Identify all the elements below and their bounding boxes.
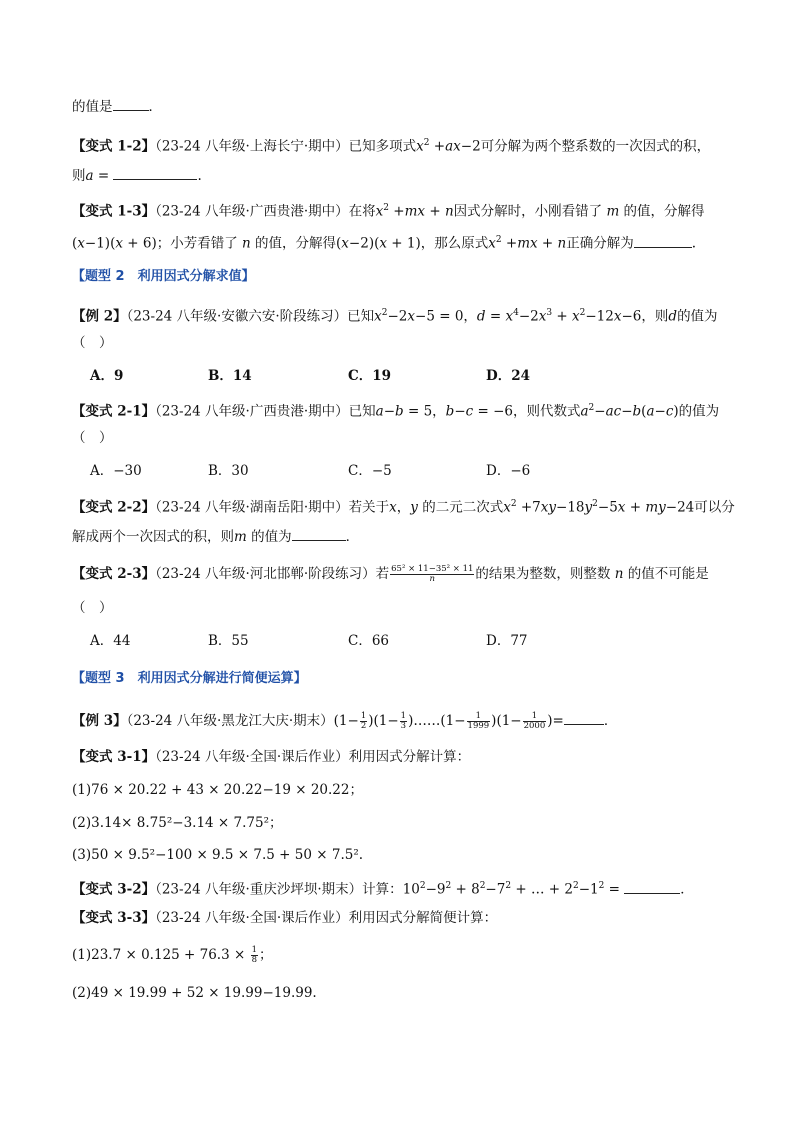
options-variant-2-1 [90, 461, 550, 481]
question-text: 因式分解时，小刚看错了 [453, 203, 603, 220]
variant-1-3-cont: (x−1)(x + 6)；小芳看错了 n 的值，分解得(x−2)(x + 1)，那么原式$x^2 +mx + n$正确分解为 . [72, 230, 754, 254]
line-value-is: 的值是 ． [72, 96, 754, 117]
question-tag: 【变式 2-1】 [72, 403, 156, 420]
text: 的值为 [677, 308, 718, 325]
text: 解成两个一次因式的积，则 [72, 529, 234, 545]
question-text: （23-24 八年级·黑龙江大庆·期末） [126, 713, 334, 729]
question-text: （23-24 八年级·湖南岳阳·期中）若关于 [155, 499, 390, 516]
answer-blank[interactable] [564, 710, 604, 725]
variant-3-3 [72, 908, 754, 928]
section-heading-3: 【题型 3 利用因式分解进行简便运算】 [72, 671, 307, 686]
variant-1-3: 【变式 1-3】（23-24 八年级·广西贵港·期中）在将$x^2 +mx + n$因式分解时，小刚看错了 m 的值，分解得 [72, 203, 705, 220]
fraction: $\frac{\text{65² × 11−35² × 11}}{n}$ [391, 564, 474, 584]
variant-2-2: 【变式 2-2】（23-24 八年级·湖南岳阳·期中）若关于x，y 的二元二次式$x^2 +7xy-18y^2-5x + my-24$可以分 [72, 499, 735, 516]
text: 的值为 [678, 403, 720, 420]
option-a[interactable]: A．44 [90, 633, 131, 649]
question-tag: 【变式 3-1】 [72, 749, 156, 765]
question-tag: 【变式 2-3】 [72, 566, 156, 582]
question-text: （23-24 八年级·重庆沙坪坝·期末）计算： [155, 881, 403, 898]
answer-blank[interactable] [292, 526, 346, 541]
question-text: 的结果为整数，则整数 [475, 566, 611, 582]
example-3: 【例 3】（23-24 八年级·黑龙江大庆·期末）(1− $\frac{1}{2}$ )(1− $\frac{1}{3}$ )……(1− $\frac{1}{1999}$ )(1− $\frac{1}{2000}$ )= ． [72, 711, 618, 731]
answer-paren: （ ） [72, 600, 113, 616]
question-text: 的二元二次式 [422, 499, 504, 516]
question-text: （23-24 八年级·全国·课后作业）利用因式分解计算： [155, 749, 471, 765]
text: ，则代数式 [512, 403, 581, 420]
answer-paren: （ ） [72, 335, 113, 351]
calc-item-1: (1)76 × 20.22 + 43 × 20.22−19 × 20.22； [72, 782, 363, 798]
calc-item-3: (3)50 × 9.5²−100 × 9.5 × 7.5 + 50 × 7.5². [72, 847, 364, 863]
variant-3-2: 【变式 3-2】（23-24 八年级·重庆沙坪坝·期末）计算：$10^2-9^2 + 8^2-7^2$ + … + $2^2-1^2$ = ． [72, 876, 754, 900]
option-a[interactable]: A．−30 [90, 463, 142, 479]
text: 则 [72, 168, 86, 184]
question-text: （23-24 八年级·广西贵港·期中）已知 [155, 403, 376, 420]
text: 的值为 [251, 529, 292, 545]
question-text: 可分解为两个整系数的一次因式的积， [480, 138, 711, 155]
option-c[interactable]: C．66 [348, 633, 390, 649]
question-text: 的值，分解得 [623, 203, 705, 220]
variant-2-3: 【变式 2-3】（23-24 八年级·河北邯郸·阶段练习）若 $\frac{\text{65² × 11−35² × 11}}{n}$ 的结果为整数，则整数 n 的值不可能是 [72, 564, 709, 584]
calc-item-2: (2)3.14× 8.75²−3.14 × 7.75²； [72, 815, 283, 831]
option-d[interactable]: D．24 [486, 368, 530, 384]
example-2: 【例 2】（23-24 八年级·安徽六安·阶段练习）已知$x^2-2x-5 = 0$，$d = x^4-2x^3 + x^2-12x-6$，则d的值为 [72, 308, 718, 325]
answer-blank[interactable] [113, 96, 149, 111]
text: 正确分解为 [566, 235, 634, 252]
text: 的值，分解得 [255, 235, 337, 252]
option-b[interactable]: B．55 [208, 633, 249, 649]
text: ，那么原式 [420, 235, 489, 252]
question-tag: 【变式 1-3】 [72, 203, 156, 220]
options-variant-2-3 [90, 631, 550, 651]
option-c[interactable]: C．−5 [348, 463, 392, 479]
question-text: 的值不可能是 [627, 566, 709, 582]
question-text: 可以分 [694, 499, 735, 516]
question-tag: 【变式 3-3】 [72, 910, 156, 926]
variant-1-2-cont: 则a = . [72, 165, 754, 186]
question-text: （23-24 八年级·安徽六安·阶段练习）已知 [126, 308, 375, 325]
answer-blank[interactable] [624, 879, 680, 894]
option-b[interactable]: B．30 [208, 463, 249, 479]
option-d[interactable]: D．−6 [486, 463, 531, 479]
answer-blank[interactable] [634, 233, 692, 248]
calc-item-3-3-2: (2)49 × 19.99 + 52 × 19.99−19.99. [72, 985, 317, 1001]
question-tag: 【变式 2-2】 [72, 499, 156, 516]
question-tag: 【例 3】 [72, 713, 127, 729]
text: 的值是 [72, 99, 113, 115]
question-tag: 【变式 1-2】 [72, 138, 156, 155]
answer-paren: （ ） [72, 430, 113, 446]
variant-2-2-cont: 解成两个一次因式的积，则m 的值为 ． [72, 526, 754, 547]
variant-2-1: 【变式 2-1】（23-24 八年级·广西贵港·期中）已知a−b = 5，b−c = −6，则代数式$a^2-ac-b(a-c)$的值为 [72, 403, 720, 420]
variant-3-1 [72, 747, 754, 767]
question-tag: 【例 2】 [72, 308, 127, 325]
answer-blank[interactable] [113, 165, 197, 180]
question-text: （23-24 八年级·广西贵港·期中）在将 [155, 203, 376, 220]
options-example-2 [90, 366, 550, 386]
text: (1)23.7 × 0.125 + 76.3 × [72, 947, 246, 963]
calc-item-3-3-1: (1)23.7 × 0.125 + 76.3 × $\frac{1}{8}$ ； [72, 945, 273, 965]
text: ；小芳看错了 [156, 235, 238, 252]
section-heading-2: 【题型 2 利用因式分解求值】 [72, 269, 255, 284]
question-tag: 【变式 3-2】 [72, 881, 156, 898]
question-text: （23-24 八年级·全国·课后作业）利用因式分解简便计算： [155, 910, 498, 926]
option-a[interactable]: A．9 [90, 368, 124, 384]
text: ，则 [641, 308, 669, 325]
option-b[interactable]: B．14 [208, 368, 252, 384]
option-d[interactable]: D．77 [486, 633, 528, 649]
question-text: （23-24 八年级·河北邯郸·阶段练习）若 [155, 566, 390, 582]
option-c[interactable]: C．19 [348, 368, 392, 384]
variant-1-2: 【变式 1-2】（23-24 八年级·上海长宁·期中）已知多项式$x^2 +ax-2$可分解为两个整系数的一次因式的积， [72, 138, 711, 155]
question-text: （23-24 八年级·上海长宁·期中）已知多项式 [155, 138, 417, 155]
